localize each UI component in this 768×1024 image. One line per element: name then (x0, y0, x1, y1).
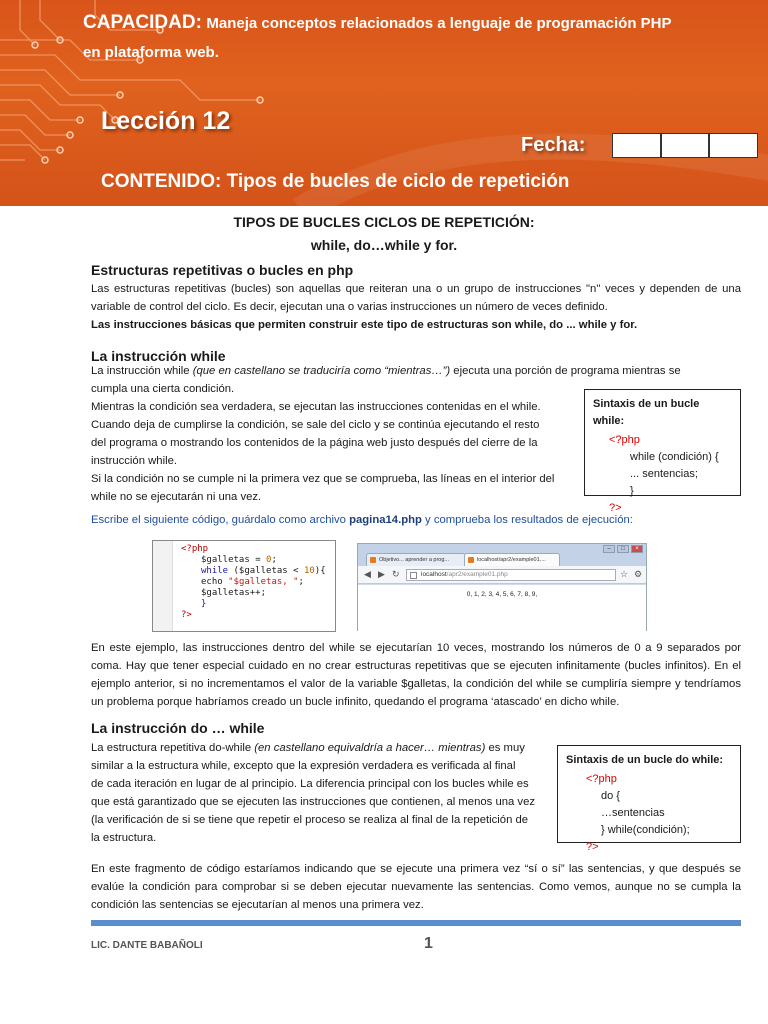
reload-icon[interactable]: ↻ (392, 569, 400, 579)
browser-screenshot (357, 543, 647, 631)
section-heading-dowhile: La instrucción do … while (91, 720, 265, 736)
date-year-box[interactable] (709, 133, 758, 158)
dowhile-text-6: la estructura. (91, 832, 157, 844)
while-text-5: del programa o mostrando los contenidos de la página web justo después del cierre de la (91, 437, 538, 449)
while-text-1a: La instrucción while (91, 365, 193, 377)
while-text-7: Si la condición no se cumple ni la primera vez que se comprueba, las líneas en el interior del (91, 473, 555, 485)
dowhile-text-2: similar a la estructura while, excepto que la expresión verdadera es verificada al final (91, 760, 516, 772)
browser-toolbar (358, 566, 646, 584)
paragraph-bucles-bold: Las instrucciones básicas que permiten construir este tipo de estructuras son while, do ... while y for. (91, 319, 638, 331)
dowhile-text-3: de cada iteración en lugar de al principio. La diferencia principal con los bucles while es (91, 778, 529, 790)
instruction-pre: Escribe el siguiente código, guárdalo como archivo (91, 514, 350, 526)
instruction-filename: pagina14.php (349, 514, 422, 526)
exercise-instruction (91, 514, 633, 526)
section-heading-bucles: Estructuras repetitivas o bucles en php (91, 262, 354, 278)
browser-tab-1[interactable]: Objetivo... aprender a prog... (366, 553, 466, 566)
while-syntax-line2: ... sentencias; (630, 468, 698, 480)
page-icon (410, 572, 417, 579)
dowhile-syntax-line3: } while(condición); (601, 824, 690, 836)
dowhile-syntax-line2: …sentencias (601, 807, 665, 819)
section-heading-while: La instrucción while (91, 348, 226, 364)
back-icon[interactable]: ◀ (364, 569, 371, 579)
dowhile-syntax-open: <?php (586, 773, 617, 785)
lesson-title: Lección 12 (101, 107, 231, 135)
code-line-4: $galletas++; (201, 588, 267, 598)
contenido-title: CONTENIDO: Tipos de bucles de ciclo de repetición (101, 171, 570, 192)
browser-tab-2[interactable]: localhost/apr2/example01.... (464, 553, 560, 566)
capacidad-label: CAPACIDAD: (83, 12, 202, 33)
page-number: 1 (424, 935, 433, 952)
browser-tabbar (358, 544, 646, 566)
dowhile-text-1b: es muy (485, 742, 525, 754)
browser-viewport (358, 585, 646, 631)
code-lines (181, 544, 326, 621)
code-line-2: while ($galletas < 10){ (201, 566, 326, 576)
dowhile-syntax-line1: do { (601, 790, 620, 802)
date-day-box[interactable] (612, 133, 661, 158)
paragraph-example: En este ejemplo, las instrucciones dentro del while se ejecutarían 10 veces, mostrando los números de 0 a 9 separados por coma. Hay que tener especial cuidado en no crear estructuras repetitivas que se ejecuten infinitamente (bucles infinitos). En el ejemplo anterior, si no incrementamos el valor de la variable $galletas, la condición del while se cumpliría siempre y tendríamos un problema porque habríamos creado un bucle infinito, quedando el programa ‘atascado’ en dicho while. (91, 642, 741, 708)
code-screenshot (152, 540, 336, 632)
footer-author: LIC. DANTE BABAÑOLI (91, 940, 203, 951)
paragraph-bucles: Las estructuras repetitivas (bucles) son aquellas que reiteran una o un grupo de instrucciones "n" veces y dependen de una variable de control del ciclo. Es decir, ejecutan una o varias instrucciones un número de veces definido. (91, 283, 741, 313)
main-title-line2: while, do…while y for. (310, 237, 458, 253)
while-syntax-line1: while (condición) { (630, 451, 719, 463)
header-banner (0, 0, 768, 206)
code-line-3: echo "$galletas, "; (201, 577, 304, 587)
dowhile-text-4: que está garantizado que se ejecuten las instrucciones que contienen, al menos una vez (91, 796, 536, 808)
capacidad-line (83, 12, 672, 34)
forward-icon[interactable]: ▶ (378, 569, 385, 579)
while-text-6: instrucción while. (91, 455, 178, 467)
while-syntax-title: Sintaxis de un bucle while: (593, 398, 700, 427)
wrench-icon[interactable]: ⚙ (634, 569, 643, 579)
while-text-4: Cuando deja de cumplirse la condición, se sale del ciclo y se continúa ejecutando el resto (91, 419, 540, 431)
while-syntax-box (584, 389, 741, 514)
dowhile-text-1a: La estructura repetitiva do-while (91, 742, 255, 754)
while-syntax-close: ?> (609, 502, 622, 514)
browser-output: 0, 1, 2, 3, 4, 5, 6, 7, 8, 9, (466, 591, 538, 598)
capacidad-text-2: en plataforma web. (83, 44, 219, 61)
while-text-2: cumpla una cierta condición. (91, 383, 235, 395)
address-bar[interactable]: localhost/apr2/example01.php (406, 569, 616, 581)
while-text-1b: ejecuta una porción de programa mientras se (450, 365, 681, 377)
minimize-icon[interactable]: – (603, 545, 615, 553)
while-syntax-open: <?php (609, 434, 640, 446)
dowhile-syntax-close: ?> (586, 841, 599, 853)
code-line-1: $galletas = 0; (201, 555, 277, 565)
dowhile-text-1em: (en castellano equivaldría a hacer… mientras) (254, 742, 486, 754)
dowhile-text-5: (la verificación de si se tiene que repetir el proceso se realiza al final de la repetición de (91, 814, 529, 826)
footer-divider (91, 920, 741, 926)
date-month-box[interactable] (661, 133, 710, 158)
close-icon[interactable]: × (631, 545, 643, 553)
paragraph-dowhile (91, 739, 551, 847)
while-text-8: while no se ejecutarán ni una vez. (91, 491, 262, 503)
dowhile-syntax-title: Sintaxis de un bucle do while: (566, 754, 724, 766)
favicon-icon (468, 557, 474, 563)
while-text-1em: (que en castellano se traduciría como “mientras…”) (192, 365, 451, 377)
while-text-3: Mientras la condición sea verdadera, se ejecutan las instrucciones contenidas en el while. (91, 401, 541, 413)
favicon-icon (370, 557, 376, 563)
star-icon[interactable]: ☆ (620, 569, 629, 579)
code-gutter (153, 541, 173, 631)
paragraph-final: En este fragmento de código estaríamos indicando que se ejecute una primera vez “sí o sí” las sentencias, y que después se evalúe la condición para comprobar si se deben ejecutar nuevamente las sentencias. Como vemos, aunque no se cumpla la condición las sentencias se ejecutarían al menos una primera vez. (91, 863, 741, 911)
maximize-icon[interactable]: □ (617, 545, 629, 553)
while-syntax-line3: } (630, 485, 634, 497)
dowhile-syntax-box (557, 745, 741, 853)
code-line-5: } (201, 599, 207, 609)
code-close-tag: ?> (181, 610, 192, 620)
window-controls (603, 545, 643, 553)
date-label: Fecha: (521, 134, 586, 156)
instruction-post: y comprueba los resultados de ejecución: (421, 514, 633, 526)
code-open-tag: <?php (181, 544, 209, 554)
capacidad-text: Maneja conceptos relacionados a lenguaje de programación PHP (206, 15, 672, 32)
main-title-line1: TIPOS DE BUCLES CICLOS DE REPETICIÓN: (233, 214, 535, 230)
date-fields (612, 133, 758, 158)
